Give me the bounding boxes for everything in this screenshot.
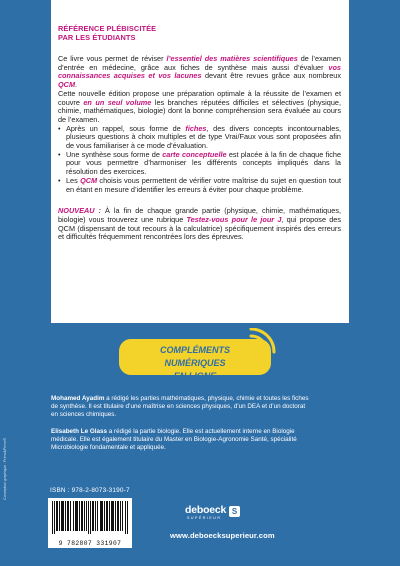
list-item: • Les QCM choisis vous permettent de vérifier votre maîtrise du sujet en question tout en étant en mesure d’identifier les erreurs à éviter pour chaque problème.: [58, 177, 341, 194]
author-bio: Mohamed Ayadim a rédigé les parties mathématiques, physique, chimie et toutes les fiches de synthèse. Il est titulaire d’une maîtrise en sciences physiques, d’un DEA et d’un doctorat en sciences chimiques.: [51, 395, 309, 418]
list-item: • Une synthèse sous forme de carte conceptuelle est placée à la fin de chaque fiche pour vous permettre d’harmoniser les différents concepts impliqués dans la résolution des exercices.: [58, 151, 341, 177]
list-item: • Après un rappel, sous forme de fiches, des divers concepts incontournables, plusieurs questions à choix multiples et de type Vrai/Faux vous sont proposées afin de vous familiariser à ce mode d’évaluation.: [58, 125, 341, 151]
intro-paragraph: Ce livre vous permet de réviser l’essentiel des matières scientifiques de l’examen d’entrée en médecine, grâce aux fiches de synthèse mais aussi d’évaluer vos connaissances acquises et vos lacunes devant être revues grâce aux nombreux QCM.: [58, 54, 341, 90]
barcode-digits: 9 782807 331907: [58, 540, 122, 547]
description-panel: [51, 0, 349, 323]
barcode-bars: [52, 501, 128, 534]
publisher-website[interactable]: www.deboecksuperieur.com: [170, 531, 275, 540]
badge-line2: EN LIGNE: [173, 371, 217, 381]
authors-section: [51, 395, 311, 462]
barcode: [48, 498, 132, 548]
publisher-mark-icon: S: [229, 506, 240, 517]
nouveau-paragraph: NOUVEAU : À la fin de chaque grande partie (physique, chimie, mathématiques, biologie) vous trouverez une rubrique Testez-vous pour le jour J, qui propose des QCM (dispensant de tout recours à la calculatrice) spécifiquement inspirés des erreurs et difficultés fréquemment rencontrées lors des épreuves.: [58, 206, 342, 242]
design-credit: Conception graphique : Primo&Primo®: [3, 438, 7, 500]
publisher-name: deboeck: [185, 504, 227, 516]
panel-title: [58, 24, 341, 42]
publisher-logo: [185, 504, 238, 521]
publisher-sub: SUPÉRIEUR: [187, 516, 222, 520]
isbn-text: ISBN : 978-2-8073-3190-7: [50, 487, 130, 494]
author-bio: Elisabeth Le Glass a rédigé la partie biologie. Elle est actuellement interne en Biologie médicale. Elle est également titulaire du Master en Biologie-Agronomie Santé, spécialité Microbiologie fondamentale et appliquée.: [51, 428, 297, 451]
badge-line1: COMPLÉMENTS NUMÉRIQUES: [159, 345, 230, 368]
edition-paragraph: Cette nouvelle édition propose une préparation optimale à la réussite de l’examen et couvre en un seul volume les branches réputées difficiles et sélectives (physique, chimie, mathématiques, biologie) dont la bonne compréhension sera évaluée au cours de l’examen.: [58, 88, 341, 124]
panel-title-line2: PAR LES ÉTUDIANTS: [58, 33, 136, 42]
panel-title-line1: RÉFÉRENCE PLÉBISCITÉE: [58, 24, 157, 33]
feature-list: [58, 125, 341, 195]
signal-waves-icon: [247, 328, 283, 356]
